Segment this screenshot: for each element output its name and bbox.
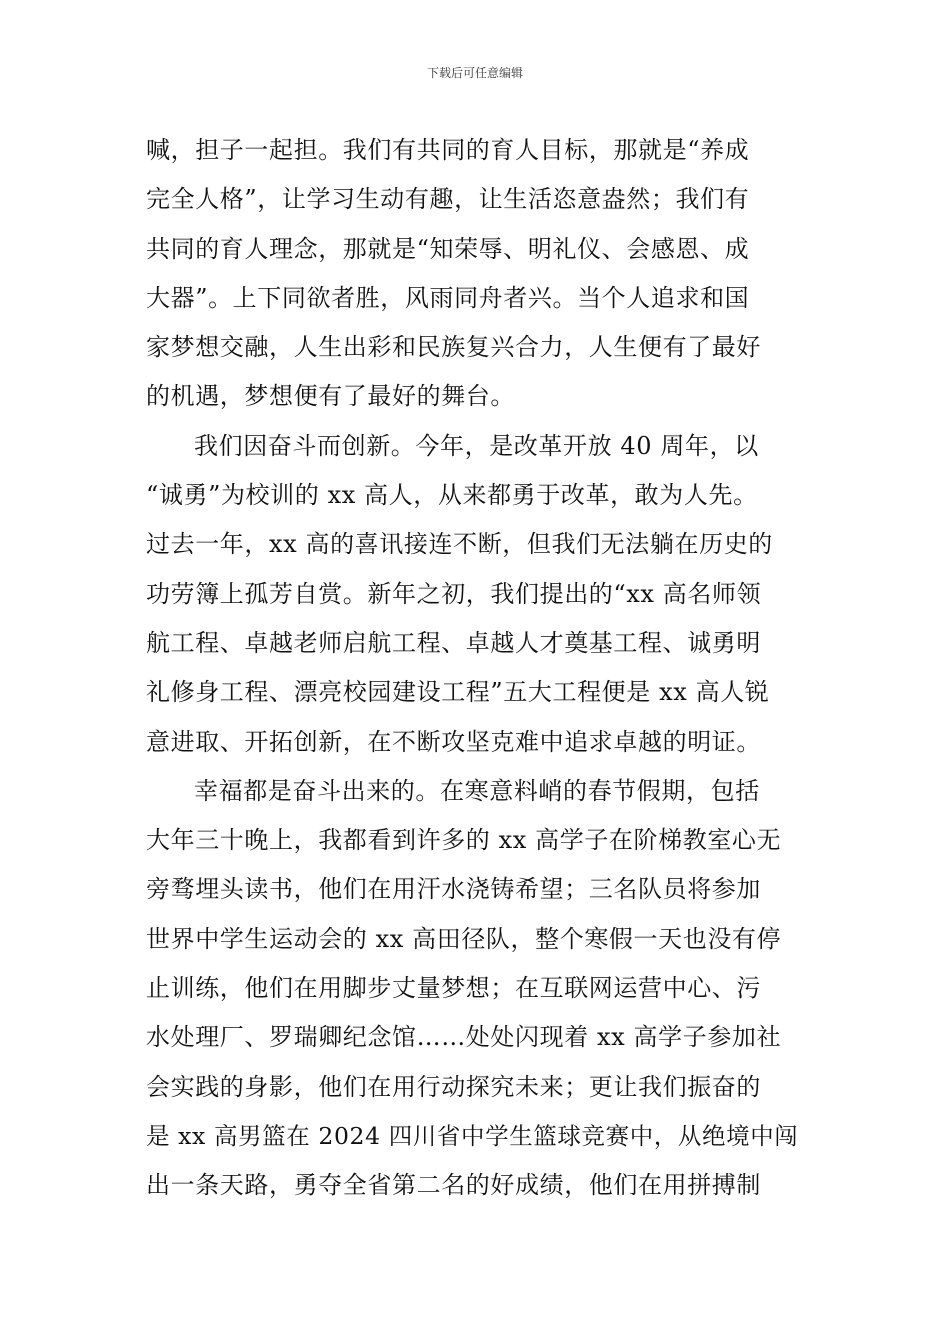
text-line: 大年三十晚上，我都看到许多的 xx 高学子在阶梯教室心无 xyxy=(146,826,782,855)
text-line: 世界中学生运动会的 xx 高田径队，整个寒假一天也没有停 xyxy=(146,924,782,953)
text-line: 止训练，他们在用脚步丈量梦想；在互联网运营中心、污 xyxy=(146,974,761,1003)
text-line: 完全人格”，让学习生动有趣，让生活恣意盎然；我们有 xyxy=(146,185,750,214)
text-line: 功劳簿上孤芳自赏。新年之初，我们提出的“xx 高名师领 xyxy=(146,579,762,608)
text-line: 我们因奋斗而创新。今年，是改革开放 40 周年，以 xyxy=(194,431,759,460)
text-line: 礼修身工程、漂亮校园建设工程”五大工程便是 xx 高人锐 xyxy=(146,678,770,707)
text-line: 是 xx 高男篮在 2024 四川省中学生篮球竞赛中，从绝境中闯 xyxy=(146,1121,799,1150)
text-line: 共同的育人理念，那就是“知荣辱、明礼仪、会感恩、成 xyxy=(146,234,750,263)
page-header: 下载后可任意编辑 xyxy=(426,66,523,80)
text-line: 家梦想交融，人生出彩和民族复兴合力，人生便有了最好 xyxy=(146,333,761,362)
text-line: 幸福都是奋斗出来的。在寒意料峭的春节假期，包括 xyxy=(194,776,760,805)
document-body xyxy=(146,126,810,1211)
text-line: 出一条天路，勇夺全省第二名的好成绩，他们在用拼搏制 xyxy=(146,1171,761,1200)
text-line: 的机遇，梦想便有了最好的舞台。 xyxy=(146,382,515,411)
text-line: 旁骛埋头读书，他们在用汗水浇铸希望；三名队员将参加 xyxy=(146,875,761,904)
text-line: 喊，担子一起担。我们有共同的育人目标，那就是“养成 xyxy=(146,136,750,164)
text-line: 水处理厂、罗瑞卿纪念馆……处处闪现着 xx 高学子参加社 xyxy=(146,1023,782,1052)
text-line: “诚勇”为校训的 xx 高人，从来都勇于改革，敢为人先。 xyxy=(146,481,758,510)
text-line: 会实践的身影，他们在用行动探究未来；更让我们振奋的 xyxy=(146,1072,761,1101)
text-line: 航工程、卓越老师启航工程、卓越人才奠基工程、诚勇明 xyxy=(146,628,761,657)
text-line: 过去一年，xx 高的喜讯接连不断，但我们无法躺在历史的 xyxy=(146,530,773,559)
text-line: 大器”。上下同欲者胜，风雨同舟者兴。当个人追求和国 xyxy=(146,283,750,312)
text-line: 意进取、开拓创新，在不断攻坚克难中追求卓越的明证。 xyxy=(146,727,761,756)
